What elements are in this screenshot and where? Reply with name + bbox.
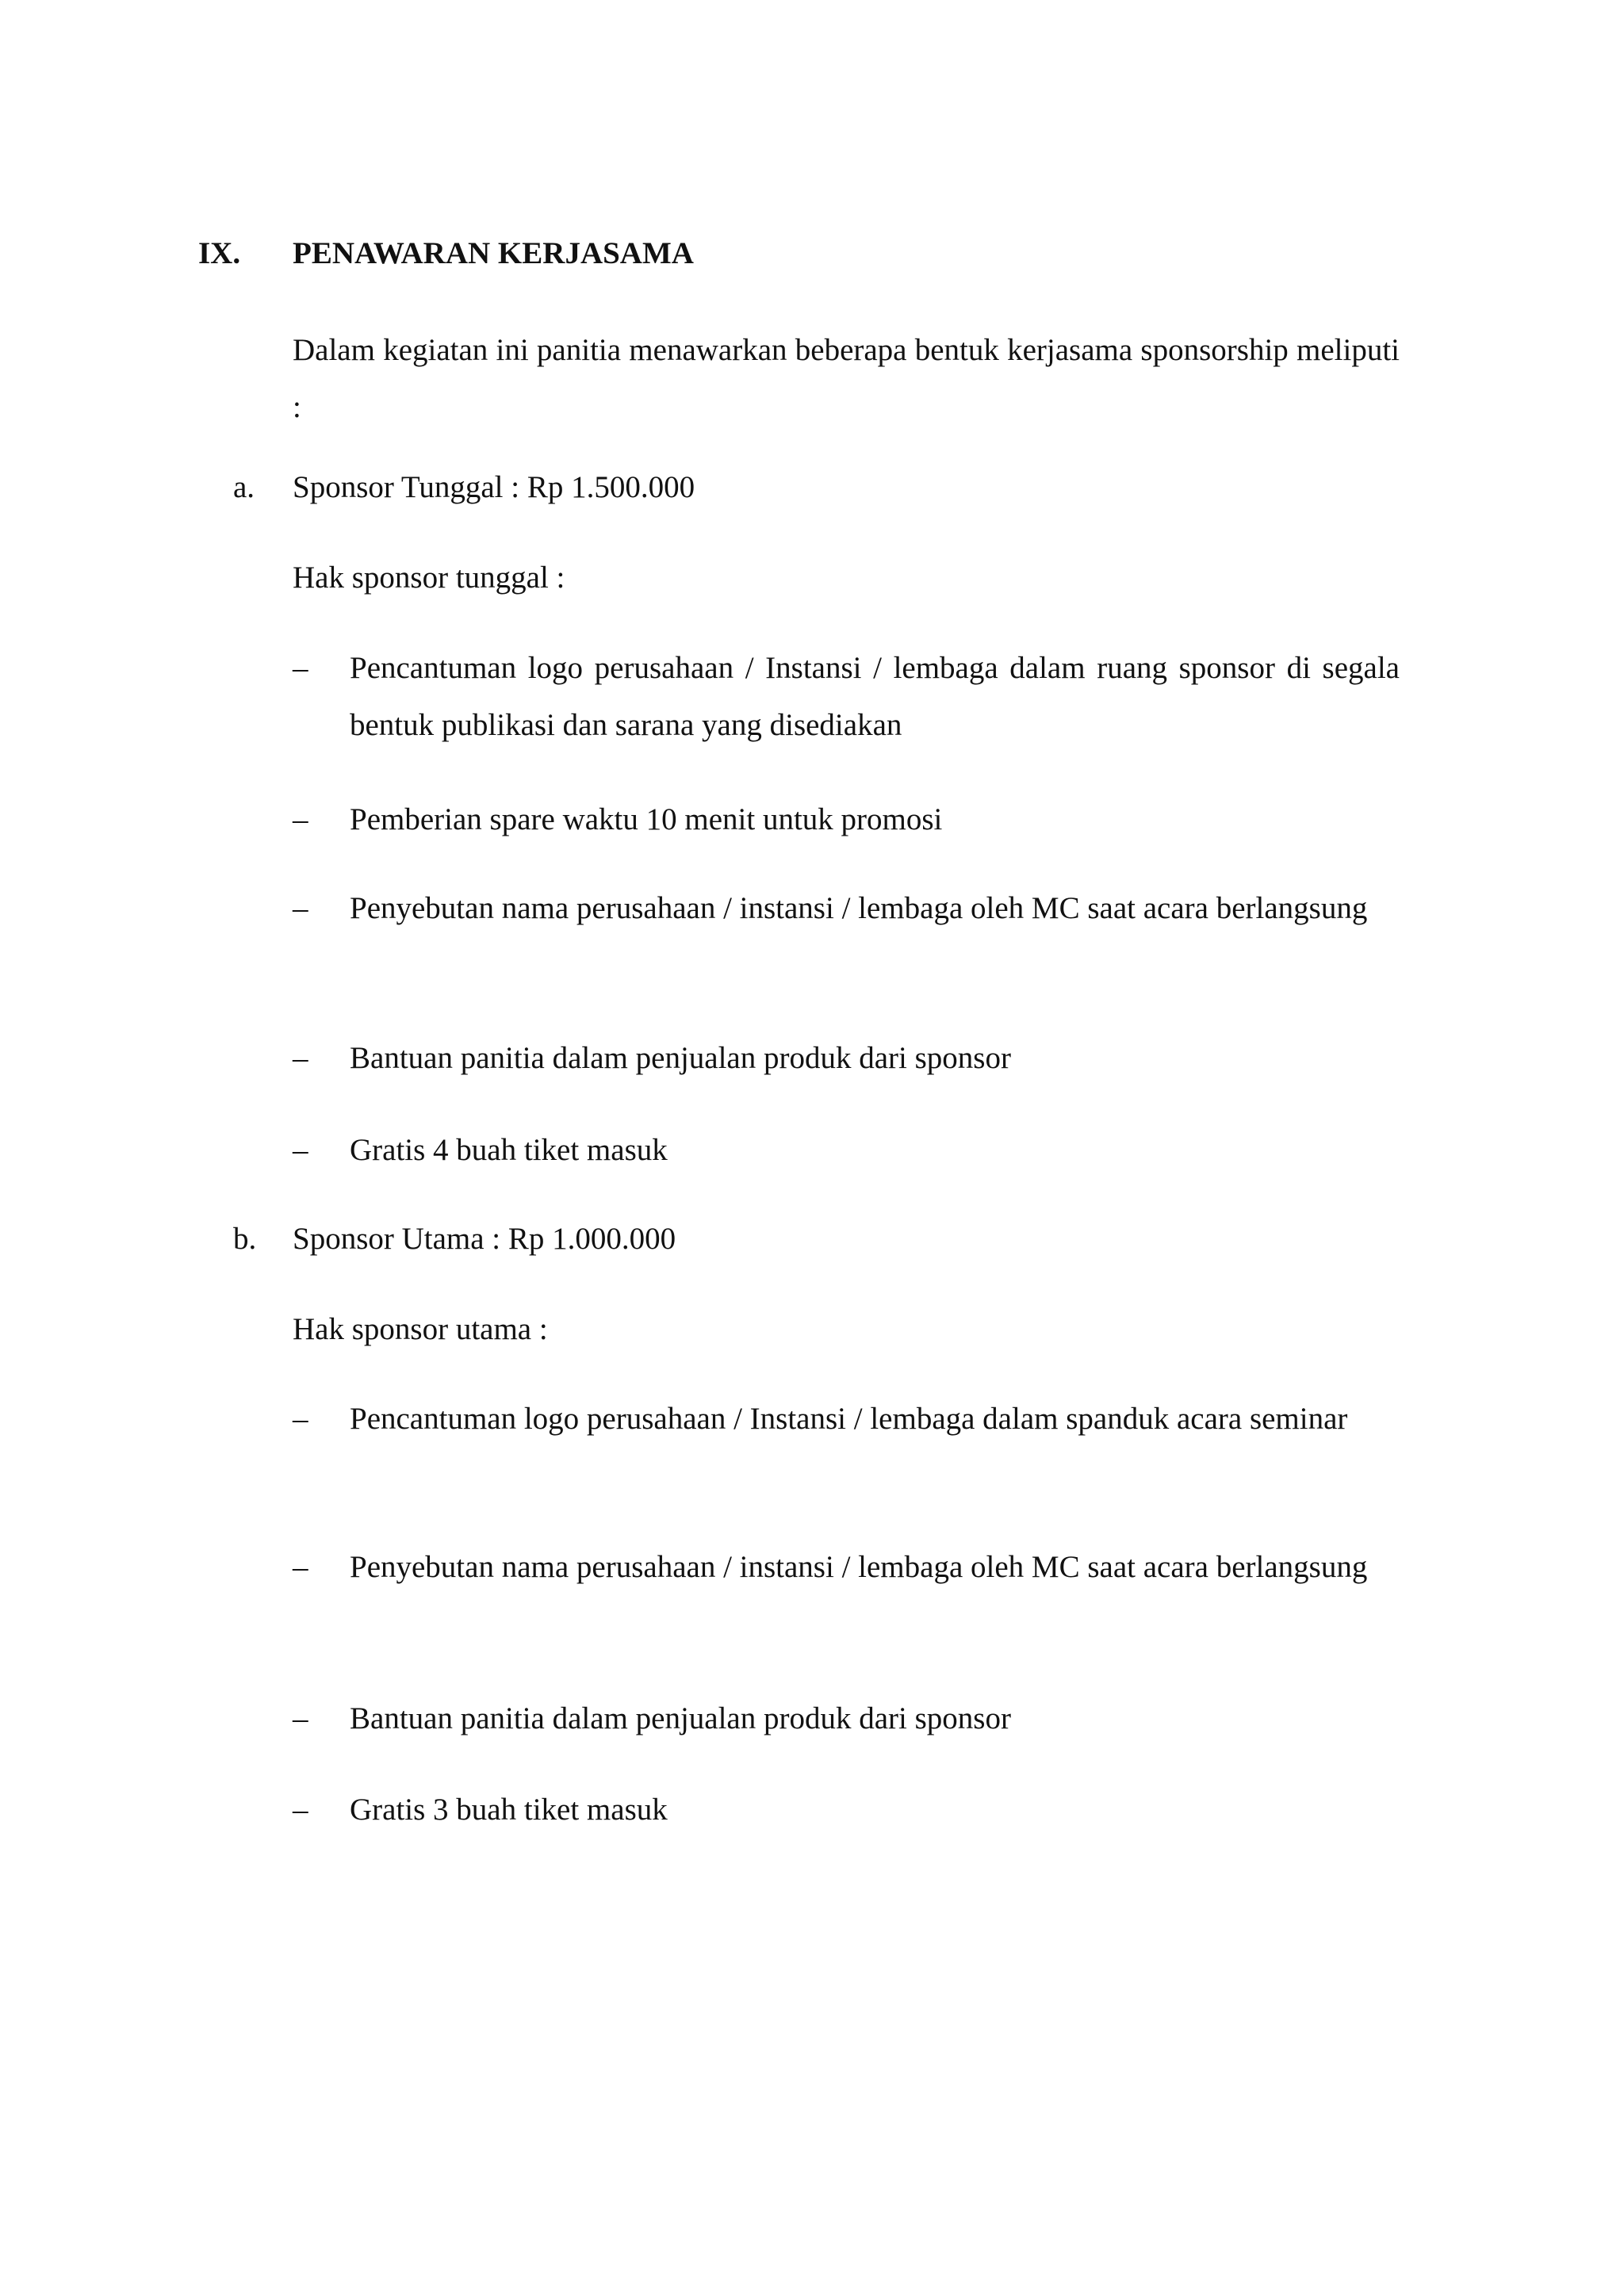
bullet-dash: – — [293, 1550, 308, 1584]
sponsor-utama-rights-label: Hak sponsor utama : — [293, 1312, 548, 1346]
bullet-text: Gratis 3 buah tiket masuk — [350, 1793, 668, 1827]
bullet-dash: – — [293, 802, 308, 836]
bullet-text: Pencantuman logo perusahaan / Instansi / lembaga dalam ruang sponsor di segala bentuk publikasi dan sarana yang disediakan — [350, 651, 1400, 742]
bullet-text: Pemberian spare waktu 10 menit untuk promosi — [350, 802, 943, 836]
bullet-text: Penyebutan nama perusahaan / instansi / lembaga oleh MC saat acara berlangsung — [350, 1550, 1368, 1584]
bullet-text: Pencantuman logo perusahaan / Instansi / lembaga dalam spanduk acara seminar — [350, 1402, 1348, 1436]
section-title: PENAWARAN KERJASAMA — [293, 236, 694, 270]
bullet-dash: – — [293, 651, 308, 685]
bullet-text: Bantuan panitia dalam penjualan produk dari sponsor — [350, 1701, 1011, 1735]
section-number: IX. — [198, 236, 241, 270]
sponsor-tunggal-title: Sponsor Tunggal : Rp 1.500.000 — [293, 470, 695, 504]
intro-paragraph: Dalam kegiatan ini panitia menawarkan beberapa bentuk kerjasama sponsorship meliputi : — [293, 333, 1400, 424]
sponsor-tunggal-rights-label: Hak sponsor tunggal : — [293, 561, 565, 595]
bullet-text: Bantuan panitia dalam penjualan produk dari sponsor — [350, 1041, 1011, 1075]
bullet-dash: – — [293, 891, 308, 925]
sponsor-tunggal-letter: a. — [233, 470, 255, 504]
bullet-dash: – — [293, 1133, 308, 1167]
bullet-text: Gratis 4 buah tiket masuk — [350, 1133, 668, 1167]
bullet-dash: – — [293, 1402, 308, 1436]
sponsor-utama-letter: b. — [233, 1222, 257, 1256]
bullet-dash: – — [293, 1701, 308, 1735]
bullet-dash: – — [293, 1793, 308, 1827]
bullet-dash: – — [293, 1041, 308, 1075]
sponsor-utama-title: Sponsor Utama : Rp 1.000.000 — [293, 1222, 676, 1256]
bullet-text: Penyebutan nama perusahaan / instansi / lembaga oleh MC saat acara berlangsung — [350, 891, 1368, 925]
